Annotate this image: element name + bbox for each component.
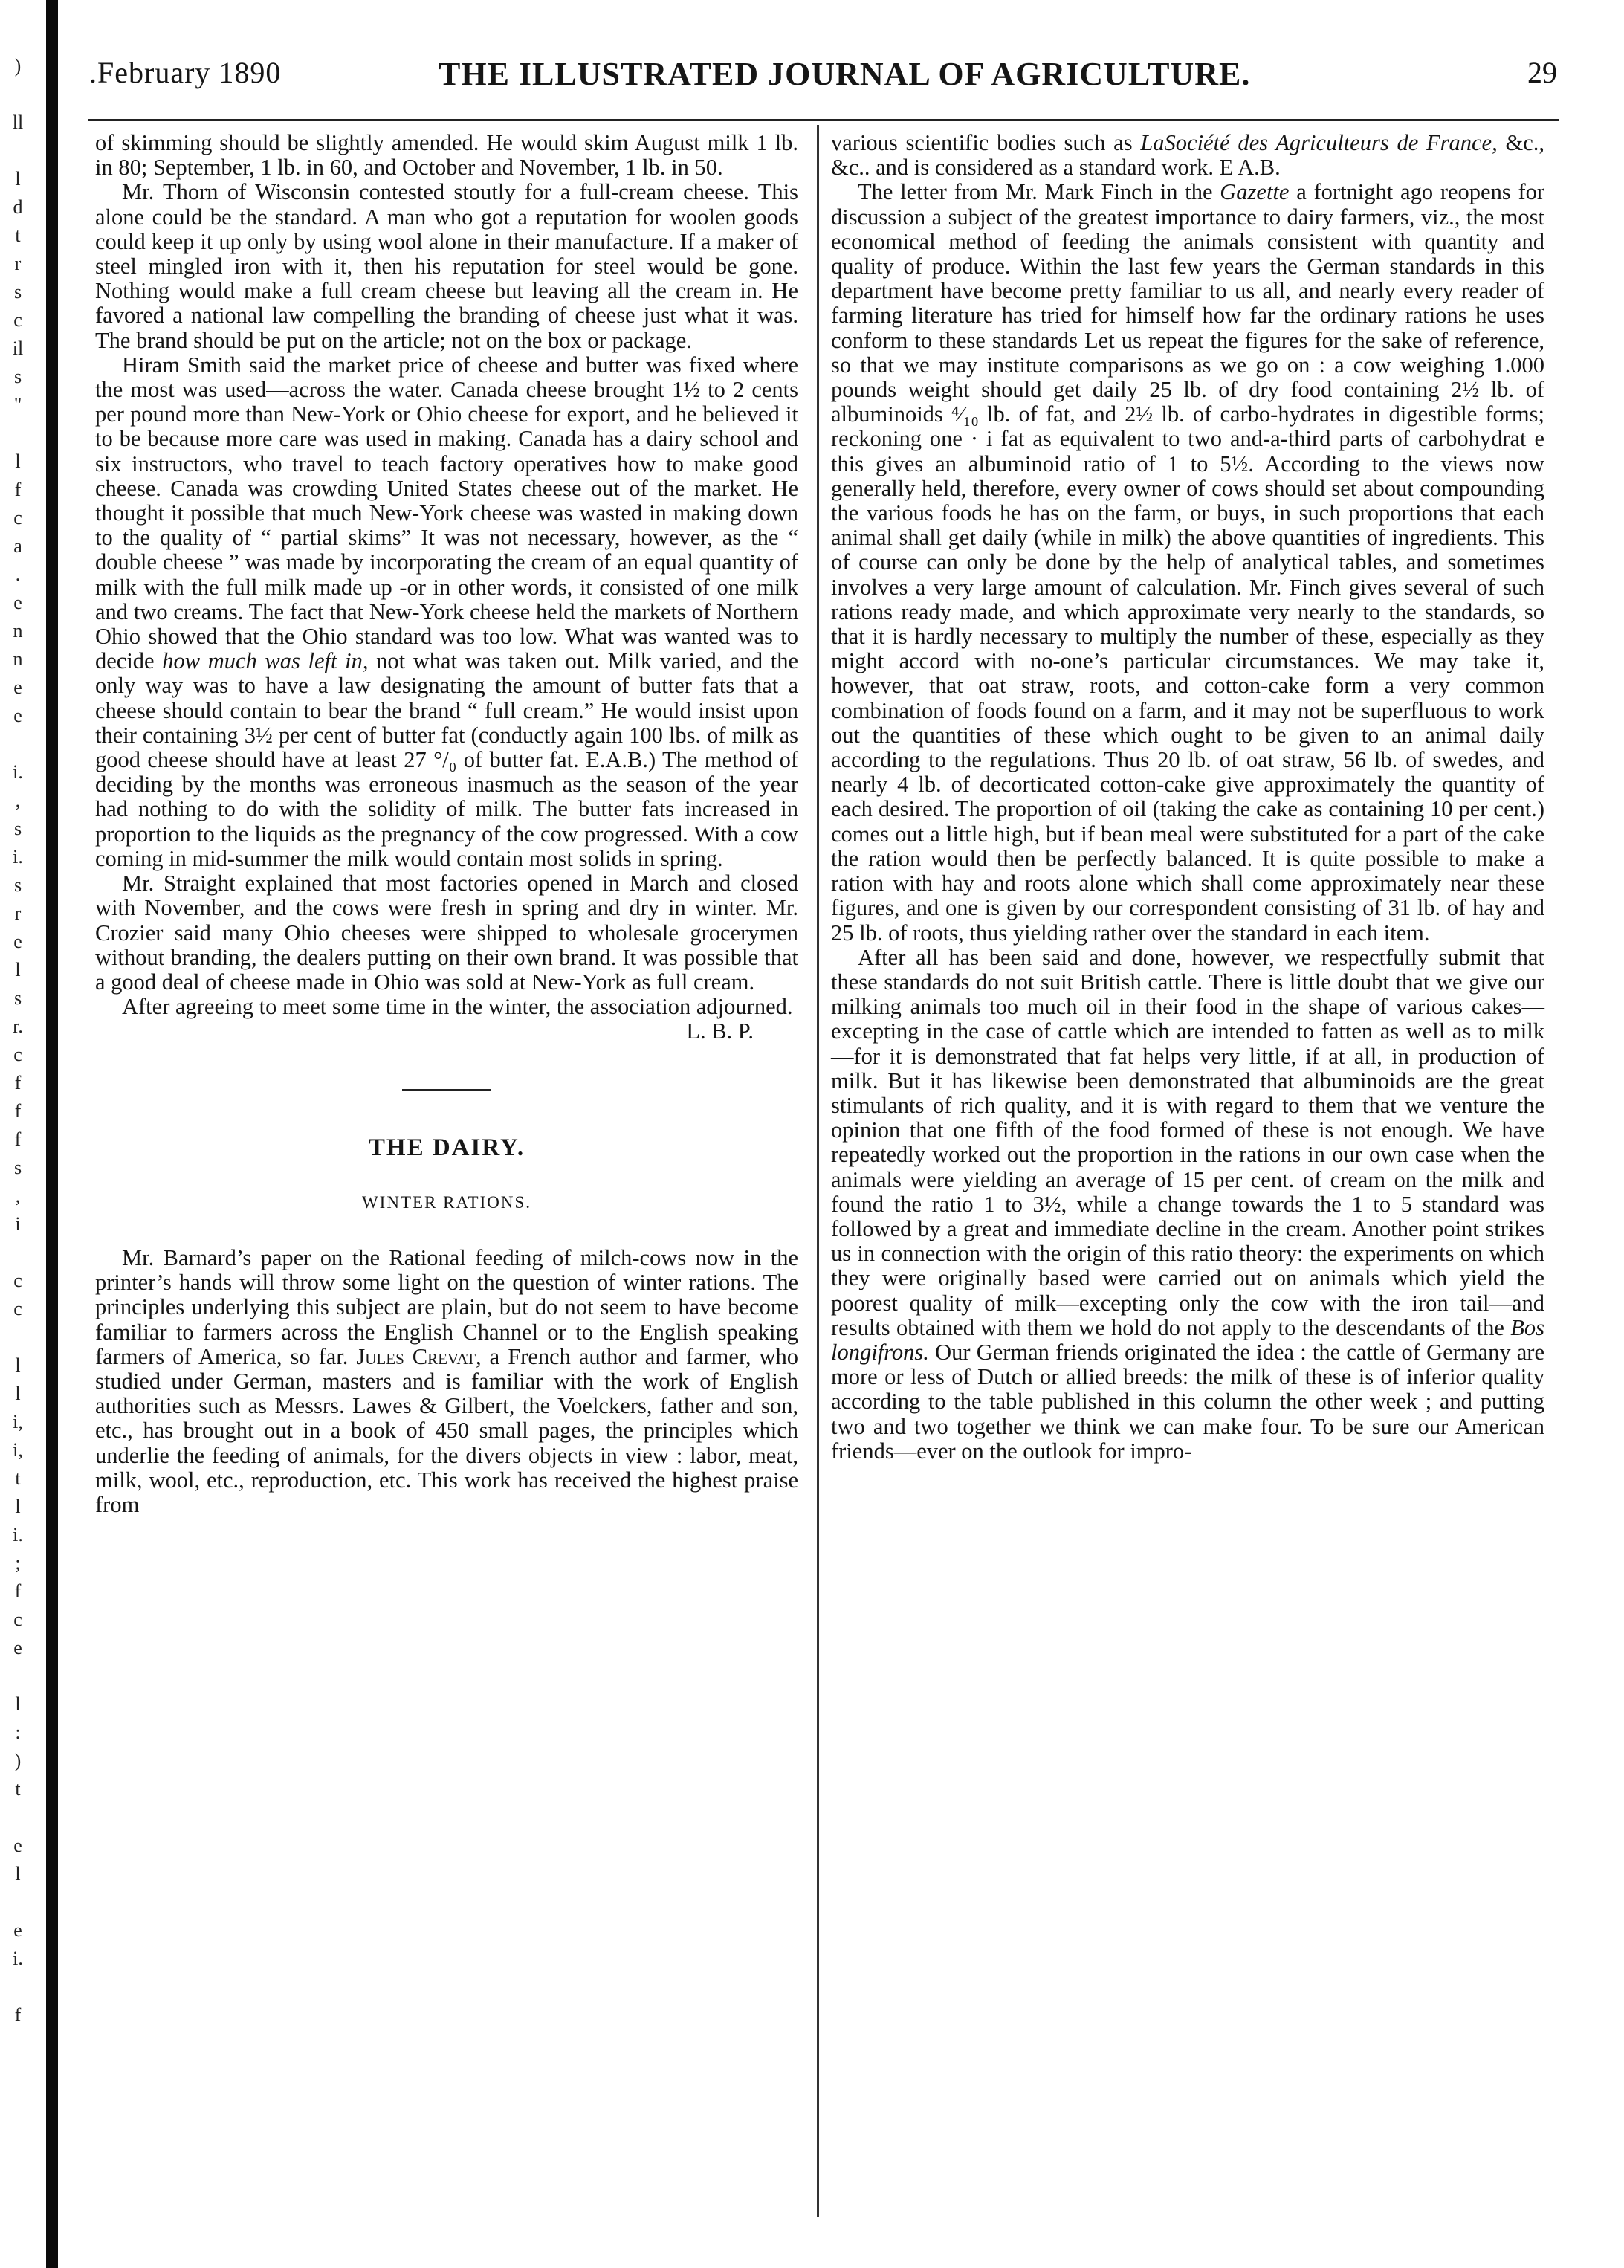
margin-letter: f — [14, 1128, 22, 1150]
margin-letter: t — [15, 1778, 21, 1800]
margin-letter: : — [15, 1722, 21, 1743]
margin-letter: i. — [13, 761, 23, 783]
binding-shadow-bar — [46, 0, 58, 2268]
paragraph — [831, 131, 1544, 180]
margin-letter: ) — [14, 55, 22, 77]
margin-letter: e — [13, 592, 22, 613]
section-separator-rule — [402, 1089, 491, 1091]
margin-letter: r — [14, 253, 22, 274]
margin-letter: e — [13, 931, 22, 952]
author-initials: L. B. P. — [686, 1018, 754, 1044]
paragraph-text: After agreeing to meet some time in the winter, the association adjourned. — [122, 994, 793, 1020]
paragraph — [95, 353, 798, 871]
page-binding-edge — [0, 0, 58, 2268]
left-column — [95, 131, 798, 1517]
margin-letter: a — [13, 535, 22, 557]
margin-letter: e — [13, 1637, 22, 1658]
margin-letter — [0, 137, 36, 165]
margin-letter: l — [15, 1354, 21, 1376]
margin-letter — [0, 1973, 36, 2001]
column-divider — [817, 125, 819, 2217]
margin-letter: e — [13, 676, 22, 698]
margin-letter: i. — [13, 846, 23, 868]
paragraph-text: Our German friends originated the idea : the cattle of Germany are more or less of Dutch or allied breeds: the milk of these is of inferior quality according to the table published in this column the other week ; and putting two and two together we think we can make four. To be sure our American friends—ever on the outlook for impro- — [831, 1339, 1545, 1464]
margin-letter: n — [13, 648, 23, 670]
margin-letter: f — [14, 1072, 22, 1093]
margin-letter: c — [13, 507, 22, 529]
paragraph-text: The letter from Mr. Mark Finch in the — [858, 179, 1213, 205]
paragraph — [831, 946, 1544, 1464]
paragraph-text: not what was taken out. Milk varied, and the only way was to have a law designating the amount of butter fats that a cheese should contain to bear the brand “ full cream.” He would insist upon their containing 3½ per cent of butter fat (conductly again 100 lbs. of milk as good cheese should have at least 27 °/₀ of butter fat. E.A.B.) The method of deciding by the months was erroneous inasmuch as the season of the year had nothing to do with the solidity of milk. The butter fats increased in proportion to the liquids as the pregnancy of the cow progressed. With a cow coming in mid-summer the milk would contain most solids in spring. — [95, 648, 798, 871]
margin-letter: , — [15, 1185, 21, 1206]
margin-letter: i. — [13, 1524, 23, 1545]
margin-letter: s — [13, 1157, 22, 1178]
margin-letter: t — [15, 224, 21, 246]
margin-letter: e — [13, 1835, 22, 1856]
margin-letter: l — [15, 168, 21, 190]
bleed-through-margin-letters — [0, 52, 36, 2029]
margin-letter — [0, 1803, 36, 1832]
margin-letter: c — [13, 1298, 22, 1319]
margin-letter: d — [13, 196, 23, 218]
paragraph-text: After all has been said and done, however, we respectfully submit that these standards do not suit British cattle. There is little doubt that we give our milking animals too much oil in their food in the shape of various cakes—excepting in the case of cattle which are intended to fatten as well as to milk—for it is demonstrated that fat helps very little, if at all, in production of milk. But it has likewise been demonstrated that albuminoids are the great stimulants of rich quality, and it is with regard to them that we venture the opinion that one fifth of the food formed of these is not enough. We have repeatedly worked out the proportion in the rations in our own case when the animals were yielding an average of 15 per cent. of cream on the milk and found the ratio 1 to 3½, while a change towards the 1 to 5 standard was followed by a great and immediate decline in the cream. Another point strikes us in connection with the origin of this ratio theory: the experiments on which they were originally based were carried out on animals which yield the poorest quality of milk—excepting only the cow with the iron tail—and results obtained with them we hold do not apply to the descendants of the — [831, 944, 1544, 1340]
paragraph-text: various scientific bodies such as — [831, 130, 1133, 155]
running-header — [89, 55, 1557, 100]
margin-letter — [0, 730, 36, 758]
margin-letter: s — [13, 281, 22, 303]
margin-letter: f — [14, 1580, 22, 1602]
emphasis: Gazette — [1220, 179, 1290, 205]
paragraph: of skimming should be slightly amended. He would skim August milk 1 lb. in 80; September, 1 lb. in 60, and October and November, 1 lb. in 50. — [95, 130, 798, 181]
margin-letter: i — [15, 1213, 21, 1235]
header-journal-title: THE ILLUSTRATED JOURNAL OF AGRICULTURE. — [439, 56, 1251, 92]
paragraph-text: Mr. Barnard’s paper on the Rational feeding of milch-cows now in the printer’s hands will throw some light on the question of winter rations. The principles underlying this subject are plain, but do not seem to have become familiar to farmers across the English Channel or to the English speaking farmers of America, so far. — [95, 1244, 798, 1369]
paragraph-text: Hiram Smith said the market price of cheese and butter was fixed where the most was used—across the water. Canada cheese brought 1½ to 2 cents per pound more than New-York or Ohio cheese for export, and he believed it to be because more care was used in making. Canada has a dairy school and six instructors, who travel to teach factory operatives how to make good cheese. Canada was crowding United States cheese out of the market. He thought it possible that much New-York cheese was wasted in making down to the quality of “ partial skims” It was not necessary, however, as the “ double cheese ” was made by incorporating the cream of an equal quantity of milk with the full milk made up -or in other words, it consisted of one milk and two creams. The fact that New-York cheese held the markets of Northern Ohio showed that the Ohio standard was too low. What was wanted was to decide — [95, 352, 798, 674]
margin-letter: l — [15, 450, 21, 472]
margin-letter: s — [13, 366, 22, 387]
margin-letter: e — [13, 705, 22, 726]
signature-line — [95, 1019, 798, 1044]
margin-letter: l — [15, 1496, 21, 1517]
margin-letter: s — [13, 874, 22, 896]
margin-letter: l — [15, 1693, 21, 1715]
emphasis: how much was left in, — [162, 648, 369, 674]
margin-letter: s — [13, 818, 22, 839]
paragraph-text: a fortnight ago reopens for discussion a subject of the greatest importance to dairy farmers, viz., the most economical method of feeding the animals consistent with quantity and quality of produce. Within the last few years the German standards in this department have become pretty familiar to us all, and nearly every reader of farming literature has tried for himself how far the ordinary rations he uses conform to these standards Let us repeat the figures for the sake of reference, so that we may institute comparisons as we go on : a cow weighing 1.000 pounds weight should get daily 25 lb. of dry food containing 2½ lb. of albuminoids ⁴⁄₁₀ lb. of fat, and 2½ lb. of carbo-hydrates in digestible forms; reckoning one · i fat as equivalent to two and-a-third parts of carbohydrat e this gives an albuminoid ratio of 1 to 5½. According to the views now generally held, therefore, every owner of cows should set about compounding the various foods he has on the farm, or buys, in such proportions that each animal shall get daily (while in milk) the above quantities of ingredients. This of course can only be done by the help of analytical tables, and sometimes involves a very large amount of calculation. Mr. Finch gives several of such rations ready made, and which approximate very nearly to the standards, so that it is hardly necessary to multiply the number of these, especially as they might accord with no-one’s particular circumstances. We may take it, however, that oat straw, roots, and cotton-cake form a very common combination of foods found on a farm, and it may not be superfluous to work out the quantities of these which ought to be given to an animal daily according to the regulations. Thus 20 lb. of oat straw, 56 lb. of swedes, and nearly 4 lb. of decorticated cotton-cake give approximately the quantity of each desired. The proportion of oil (taking the cake as containing 10 per cent.) comes out a little high, but if bean meal were substituted for a part of the cake the ration would then be perfectly balanced. It is quite possible to make a ration with hay and roots alone which shall come approximately near these figures, and one is given by our correspondent consisting of 31 lb. of hay and 25 lb. of roots, thus yielding rather over the standard in each item. — [831, 179, 1545, 946]
emphasis: Bos longifrons. — [831, 1314, 1544, 1365]
margin-letter: r — [14, 902, 22, 924]
margin-letter — [0, 1888, 36, 1916]
margin-letter: ll — [12, 112, 24, 133]
section-subheading: WINTER RATIONS. — [361, 1192, 532, 1212]
paragraph — [95, 1246, 798, 1517]
margin-letter: . — [15, 563, 21, 585]
header-page-number: 29 — [1527, 56, 1557, 89]
margin-letter: f — [14, 479, 22, 500]
margin-letter: i, — [13, 1439, 23, 1461]
margin-letter — [0, 419, 36, 448]
header-date: .February 1890 — [89, 56, 282, 89]
paragraph: Mr. Straight explained that most factories opened in March and closed with November, and the cows were fresh in spring and dry in winter. Mr. Crozier said many Ohio cheeses were shipped to wholesale grocerymen without branding, the dealers putting on their own brand. It was possible that a good deal of cheese made in Ohio was sold at New-York as full cream. — [95, 870, 798, 995]
paragraph: Mr. Thorn of Wisconsin contested stoutly for a full-cream cheese. This alone could be the standard. A man who got a reputation for woolen goods could keep it up only by using wool alone in their manufacture. If a maker of steel mingled iron with it, then his reputation for steel would be gone. Nothing would make a full cream cheese but leaving all the cream in. He favored a national law compelling the branding of cheese just what it was. The brand should be put on the article; not on the box or package. — [95, 179, 798, 353]
margin-letter — [0, 1238, 36, 1267]
margin-letter: s — [13, 987, 22, 1009]
margin-letter — [0, 80, 36, 109]
paragraph-text: &c., &c.. and is considered as a standard work. E A.B. — [831, 130, 1545, 181]
margin-letter: l — [15, 959, 21, 980]
paragraph-closing — [95, 995, 798, 1019]
margin-letter: f — [14, 1100, 22, 1122]
margin-letter: c — [13, 309, 22, 331]
margin-letter: i, — [13, 1411, 23, 1432]
right-column — [831, 131, 1544, 1464]
margin-letter: c — [13, 1609, 22, 1630]
emphasis: LaSociété des Agriculteurs de France, — [1140, 130, 1498, 155]
paragraph — [831, 180, 1544, 945]
margin-letter: , — [15, 789, 21, 811]
margin-letter: l — [15, 1383, 21, 1404]
margin-letter: e — [13, 1919, 22, 1941]
margin-letter: " — [13, 394, 22, 416]
margin-letter: ; — [15, 1552, 21, 1574]
margin-letter — [0, 1662, 36, 1690]
margin-letter: i. — [13, 1948, 23, 1969]
margin-letter: c — [13, 1270, 22, 1291]
margin-letter: n — [13, 620, 23, 642]
margin-letter: t — [15, 1467, 21, 1489]
margin-letter: f — [14, 2004, 22, 2026]
margin-letter: c — [13, 1044, 22, 1065]
section-heading: THE DAIRY. — [368, 1134, 525, 1161]
margin-letter: il — [12, 337, 24, 359]
header-rule — [88, 119, 1559, 121]
margin-letter: ) — [14, 1750, 22, 1771]
author-name: Jules Crevat, — [356, 1343, 482, 1369]
margin-letter: r. — [13, 1015, 23, 1037]
margin-letter — [0, 1323, 36, 1351]
margin-letter: l — [15, 1863, 21, 1884]
paragraph-text: a French author and farmer, who studied under German, masters and is familiar with the work of English authorities such as Messrs. Lawes & Gilbert, the Voelckers, father and son, etc., has brought out in a book of 450 small pages, the principles which underlie the feeding of animals, for the divers objects in view : labor, meat, milk, wool, etc., reproduction, etc. This work has received the highest praise from — [95, 1343, 799, 1517]
